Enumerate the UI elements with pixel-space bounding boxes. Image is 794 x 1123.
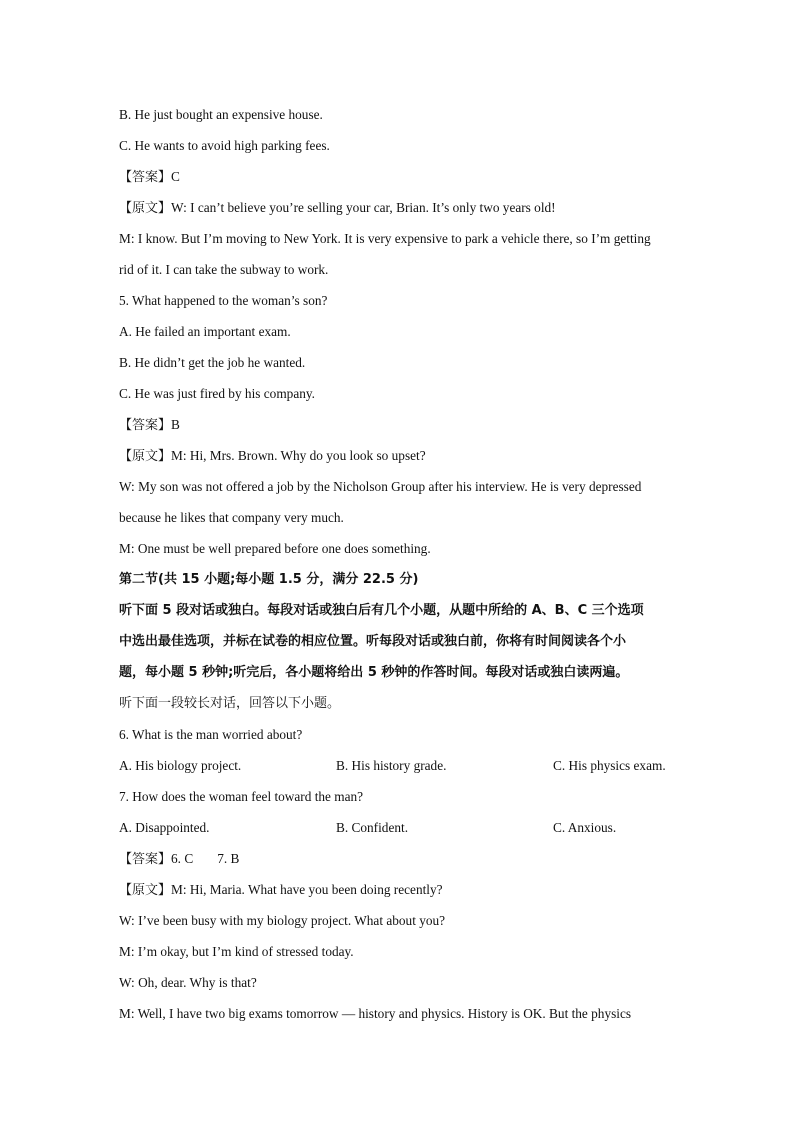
option-b-q4: B. He just bought an expensive house. — [119, 107, 323, 122]
option-b-q7: B. Confident. — [336, 820, 409, 835]
transcript-q67-line3: M: I’m okay, but I’m kind of stressed today. — [119, 944, 354, 959]
instructions-line2: 中选出最佳选项，并标在试卷的相应位置。听每段对话或独白前，你将有时间阅读各个小 — [119, 634, 627, 649]
question-7: 7. How does the woman feel toward the man? — [119, 789, 364, 804]
options-q7 — [119, 812, 679, 843]
answer-tag: 【答案】 — [119, 418, 172, 433]
option-c-q6: C. His physics exam. — [553, 758, 666, 773]
answer-q5 — [119, 409, 679, 440]
answer-tag: 【答案】 — [119, 852, 172, 867]
option-c-q7: C. Anxious. — [553, 820, 617, 835]
document-page — [119, 99, 679, 1029]
transcript-text: W: I can’t believe you’re selling your car, Brian. It’s only two years old! — [171, 200, 556, 215]
transcript-q5-line4: M: One must be well prepared before one does something. — [119, 541, 431, 556]
answer-value-6: 6. C — [171, 851, 194, 866]
transcript-text: M: Hi, Mrs. Brown. Why do you look so upset? — [171, 448, 426, 463]
transcript-tag: 【原文】 — [119, 883, 172, 898]
transcript-tag: 【原文】 — [119, 201, 172, 216]
option-b-q6: B. His history grade. — [336, 758, 447, 773]
answer-tag: 【答案】 — [119, 170, 172, 185]
transcript-tag: 【原文】 — [119, 449, 172, 464]
transcript-q5-line3: because he likes that company very much. — [119, 510, 344, 525]
instructions-line3: 题，每小题 5 秒钟;听完后，各小题将给出 5 秒钟的作答时间。每段对话或独白读两遍。 — [119, 665, 629, 680]
option-c-q5: C. He was just fired by his company. — [119, 386, 315, 401]
transcript-q5-line1 — [119, 440, 679, 471]
transcript-q4-line2: M: I know. But I’m moving to New York. It is very expensive to park a vehicle there, so I’m getting — [119, 231, 651, 246]
transcript-q67-line2: W: I’ve been busy with my biology project. What about you? — [119, 913, 446, 928]
question-5: 5. What happened to the woman’s son? — [119, 293, 328, 308]
transcript-q67-line5: M: Well, I have two big exams tomorrow — history and physics. History is OK. But the physics — [119, 1006, 632, 1021]
transcript-q67-line1 — [119, 874, 679, 905]
answer-value: C — [171, 169, 180, 184]
section-heading: 第二节(共 15 小题;每小题 1.5 分，满分 22.5 分) — [119, 572, 419, 587]
transcript-q4-line3: rid of it. I can take the subway to work. — [119, 262, 329, 277]
option-c-q4: C. He wants to avoid high parking fees. — [119, 138, 330, 153]
option-a-q6: A. His biology project. — [119, 758, 242, 773]
transcript-text: M: Hi, Maria. What have you been doing recently? — [171, 882, 443, 897]
answer-q6-q7 — [119, 843, 679, 874]
instructions-line1: 听下面 5 段对话或独白。每段对话或独白后有几个小题，从题中所给的 A、B、C 三个选项 — [119, 603, 644, 618]
options-q6 — [119, 750, 679, 781]
option-a-q5: A. He failed an important exam. — [119, 324, 291, 339]
answer-value-7: 7. B — [217, 851, 240, 866]
answer-value: B — [171, 417, 180, 432]
transcript-q4-line1 — [119, 192, 679, 223]
answer-q4 — [119, 161, 679, 192]
listen-instruction: 听下面一段较长对话，回答以下小题。 — [119, 696, 341, 711]
transcript-q5-line2: W: My son was not offered a job by the Nicholson Group after his interview. He is very depressed — [119, 479, 642, 494]
transcript-q67-line4: W: Oh, dear. Why is that? — [119, 975, 257, 990]
option-b-q5: B. He didn’t get the job he wanted. — [119, 355, 306, 370]
option-a-q7: A. Disappointed. — [119, 820, 210, 835]
question-6: 6. What is the man worried about? — [119, 727, 303, 742]
